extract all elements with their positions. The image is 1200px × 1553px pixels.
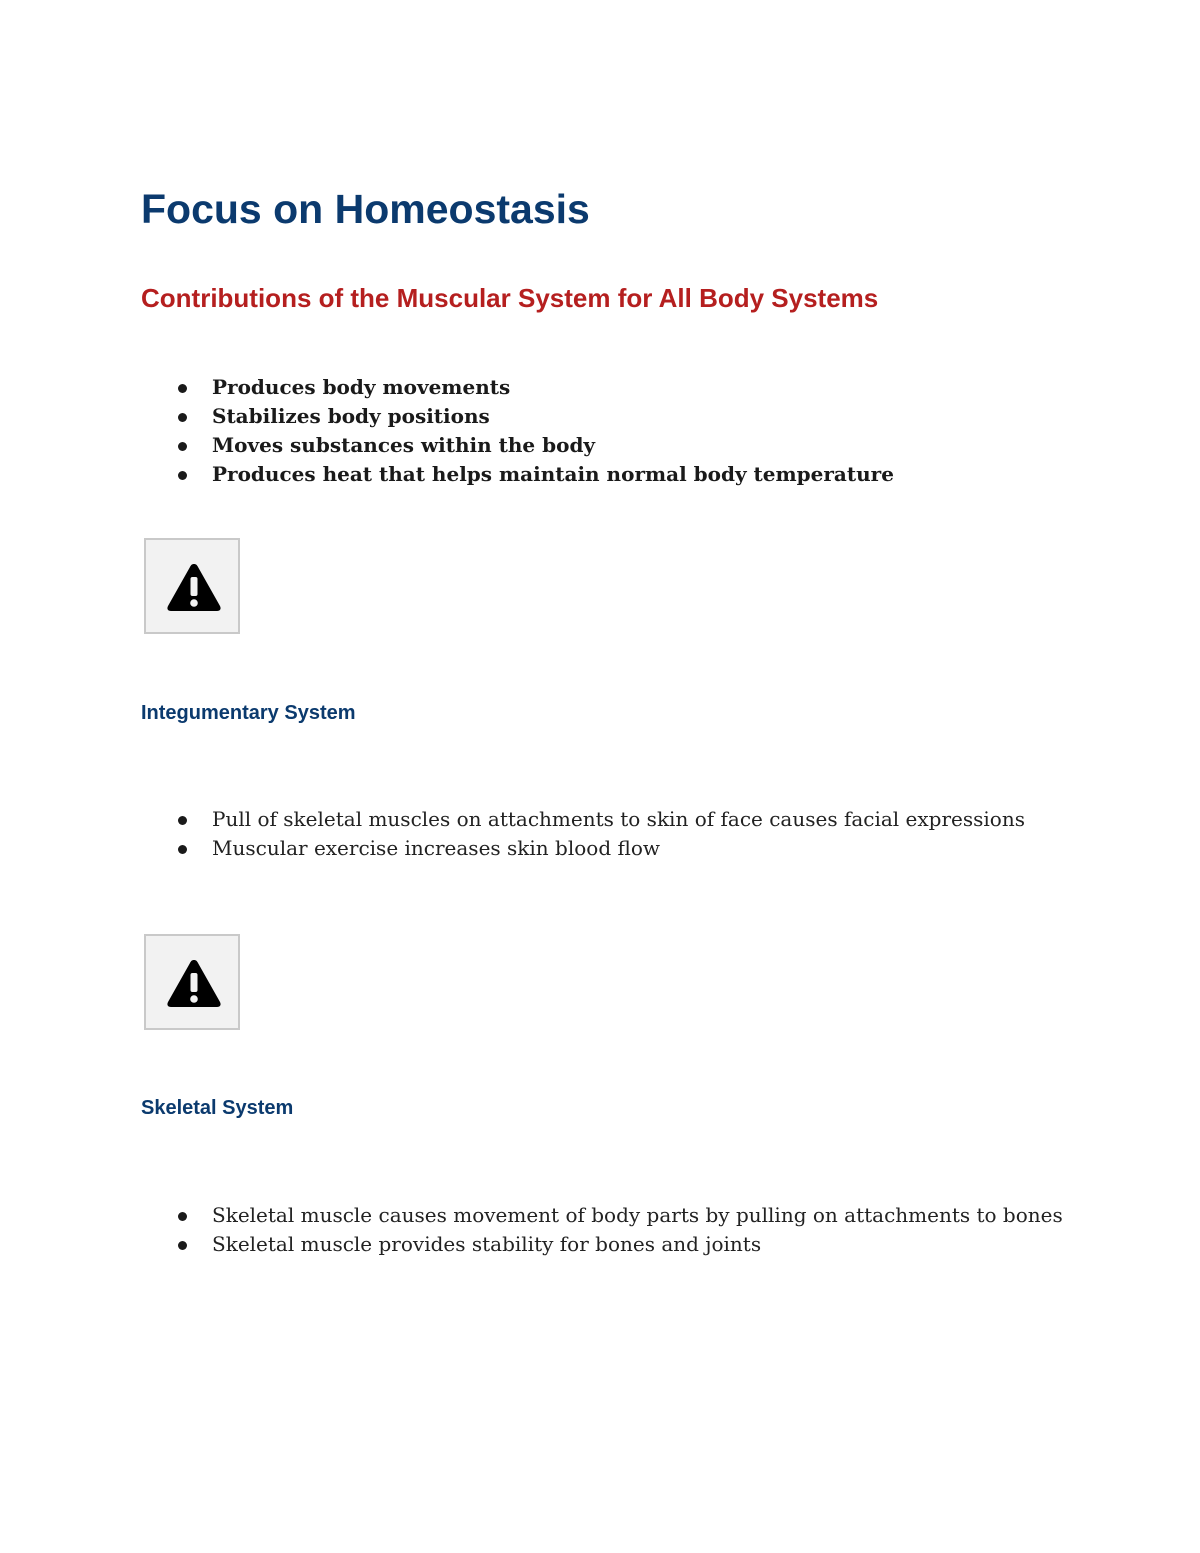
list-item-text: Produces body movements [212, 375, 511, 399]
broken-image-placeholder [144, 538, 240, 634]
bullet-icon [178, 1241, 187, 1250]
warning-icon [166, 562, 222, 612]
skeletal-list [176, 1201, 1063, 1259]
list-item [176, 805, 1025, 834]
bullet-icon [178, 1212, 187, 1221]
list-item-text: Moves substances within the body [212, 433, 596, 457]
list-item [176, 1201, 1063, 1230]
broken-image-placeholder [144, 934, 240, 1030]
bullet-icon [178, 471, 187, 480]
list-item-text: Skeletal muscle causes movement of body parts by pulling on attachments to bones [212, 1203, 1063, 1227]
bullet-icon [178, 413, 187, 422]
page-subtitle: Contributions of the Muscular System for All Body Systems [141, 283, 879, 313]
list-item [176, 373, 894, 402]
list-item-text: Skeletal muscle provides stability for bones and joints [212, 1232, 762, 1256]
warning-icon [166, 958, 222, 1008]
list-item [176, 1230, 1063, 1259]
bullet-icon [178, 845, 187, 854]
bullet-icon [178, 442, 187, 451]
section-heading-integumentary: Integumentary System [141, 702, 356, 724]
list-item [176, 402, 894, 431]
bullet-icon [178, 384, 187, 393]
page-title: Focus on Homeostasis [141, 186, 590, 232]
list-item-text: Pull of skeletal muscles on attachments to skin of face causes facial expressions [212, 807, 1025, 831]
list-item-text: Produces heat that helps maintain normal body temperature [212, 462, 894, 486]
section-heading-skeletal: Skeletal System [141, 1097, 294, 1119]
list-item [176, 431, 894, 460]
integumentary-list [176, 805, 1025, 863]
list-item [176, 834, 1025, 863]
summary-list [176, 373, 894, 489]
list-item-text: Stabilizes body positions [212, 404, 490, 428]
list-item [176, 460, 894, 489]
list-item-text: Muscular exercise increases skin blood flow [212, 836, 660, 860]
bullet-icon [178, 816, 187, 825]
